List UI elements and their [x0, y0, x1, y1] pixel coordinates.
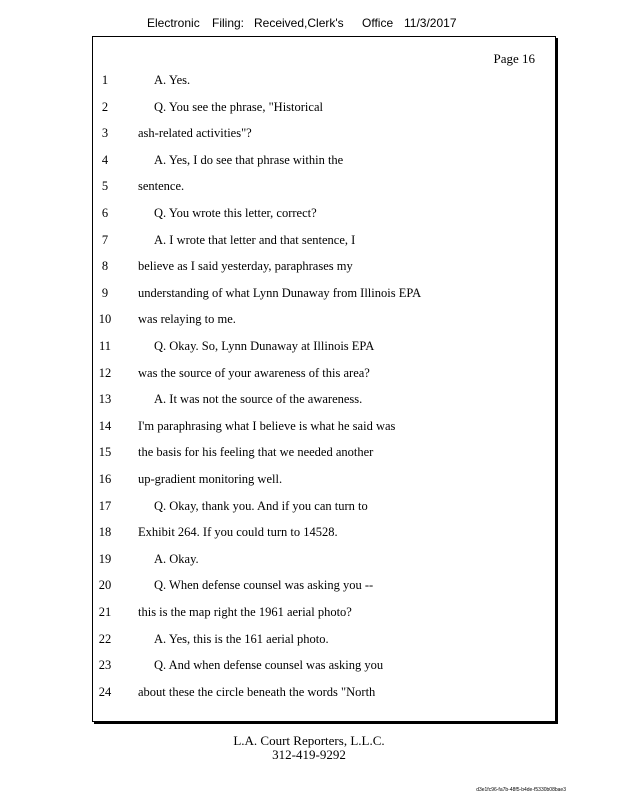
line-number: 1 — [101, 73, 109, 87]
line-text: sentence. — [138, 179, 185, 194]
line-number: 13 — [98, 392, 112, 407]
line-number: 5 — [101, 179, 109, 194]
transcript-line — [93, 419, 555, 439]
line-text: was the source of your awareness of this area? — [138, 365, 370, 380]
line-text: Q. You wrote this letter, correct? — [154, 206, 317, 220]
document-hash: d3e1fc96-fa7b-48f5-b4de-f5330b08bae3 — [476, 787, 566, 793]
line-number: 10 — [98, 312, 112, 327]
transcript-line — [93, 445, 555, 465]
transcript-line — [93, 578, 555, 598]
transcript-line — [93, 685, 555, 705]
line-text: about these the circle beneath the words "North — [138, 684, 376, 699]
line-number: 23 — [98, 658, 112, 673]
line-number: 19 — [98, 551, 112, 566]
stamp-received: Received,Clerk's — [254, 16, 344, 30]
transcript-line — [93, 525, 555, 545]
line-number: 14 — [98, 418, 112, 433]
line-text: Q. Okay, thank you. And if you can turn to — [154, 498, 368, 513]
transcript-line — [93, 73, 555, 93]
stamp-office: Office — [362, 16, 394, 30]
line-text: believe as I said yesterday, paraphrases my — [138, 259, 353, 274]
line-text: the basis for his feeling that we needed another — [138, 445, 374, 460]
transcript-line — [93, 179, 555, 199]
line-number: 16 — [98, 472, 112, 486]
stamp-filing: Filing: — [212, 16, 245, 30]
line-text: this is the map right the 1961 aerial photo? — [138, 605, 352, 619]
line-text: I'm paraphrasing what I believe is what he said was — [138, 418, 396, 433]
line-text: was relaying to me. — [138, 312, 236, 327]
line-text: A. Yes, I do see that phrase within the — [154, 152, 344, 167]
line-text: up-gradient monitoring well. — [138, 472, 283, 486]
line-number: 18 — [98, 525, 112, 540]
line-number: 6 — [101, 206, 109, 220]
transcript-line — [93, 153, 555, 173]
line-text: Q. And when defense counsel was asking you — [154, 658, 384, 673]
transcript-line — [93, 552, 555, 572]
transcript-line — [93, 206, 555, 226]
line-number: 9 — [101, 285, 109, 300]
line-number: 22 — [98, 631, 112, 646]
line-number: 12 — [98, 365, 112, 380]
page-number: Page 16 — [493, 51, 535, 66]
transcript-line — [93, 259, 555, 279]
line-text: A. It was not the source of the awareness. — [154, 392, 363, 407]
transcript-line — [93, 312, 555, 332]
line-number: 15 — [98, 445, 112, 460]
transcript-line — [93, 339, 555, 359]
line-text: understanding of what Lynn Dunaway from Illinois EPA — [138, 285, 422, 300]
transcript-line — [93, 499, 555, 519]
line-number: 20 — [98, 578, 112, 593]
line-text: Q. When defense counsel was asking you -- — [154, 578, 374, 593]
transcript-line — [93, 658, 555, 678]
line-number: 8 — [101, 259, 109, 274]
line-number: 2 — [101, 99, 109, 114]
line-text: A. Yes. — [154, 73, 191, 87]
line-text: A. Yes, this is the 161 aerial photo. — [154, 631, 329, 646]
stamp-date: 11/3/2017 — [404, 16, 457, 30]
transcript-line — [93, 392, 555, 412]
line-text: Exhibit 264. If you could turn to 14528. — [138, 525, 338, 540]
reporter-company: L.A. Court Reporters, L.L.C. — [233, 733, 385, 748]
transcript-page — [92, 36, 556, 722]
line-number: 3 — [101, 126, 109, 141]
transcript-line — [93, 366, 555, 386]
reporter-phone: 312-419-9292 — [272, 747, 346, 762]
transcript-line — [93, 605, 555, 625]
transcript-line — [93, 472, 555, 492]
line-number: 21 — [98, 605, 112, 619]
line-text: Q. You see the phrase, "Historical — [154, 99, 323, 114]
line-text: Q. Okay. So, Lynn Dunaway at Illinois EPA — [154, 339, 375, 353]
transcript-line — [93, 286, 555, 306]
line-number: 4 — [101, 152, 109, 167]
line-number: 11 — [98, 339, 112, 353]
line-number: 24 — [98, 684, 112, 699]
filing-stamp — [147, 16, 467, 36]
stamp-electronic: Electronic — [147, 16, 200, 30]
line-number: 17 — [98, 498, 112, 513]
line-text: A. Okay. — [154, 551, 199, 566]
transcript-line — [93, 126, 555, 146]
transcript-line — [93, 233, 555, 253]
line-text: ash-related activities"? — [138, 126, 252, 141]
line-number: 7 — [101, 232, 109, 247]
transcript-line — [93, 632, 555, 652]
line-text: A. I wrote that letter and that sentence, I — [154, 232, 356, 247]
transcript-line — [93, 100, 555, 120]
